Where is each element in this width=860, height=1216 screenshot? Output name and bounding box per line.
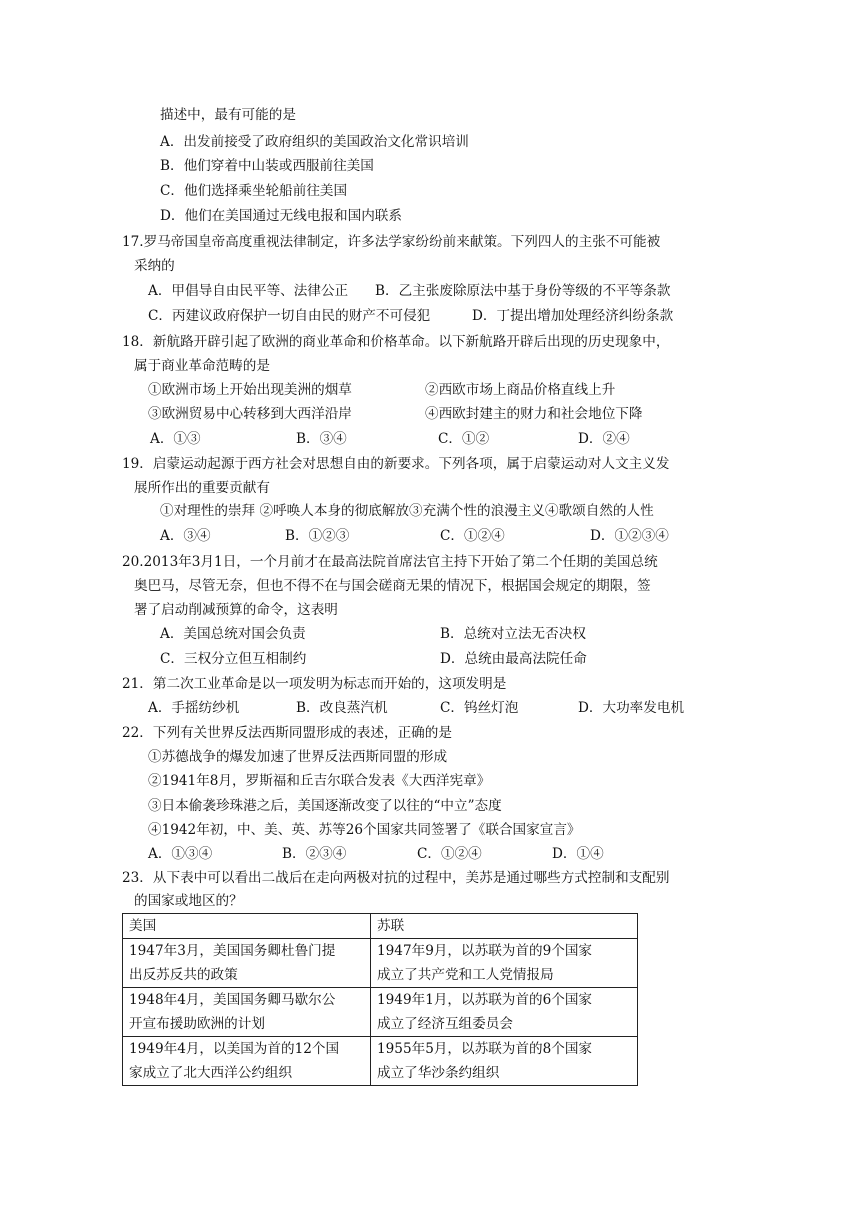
q17-stem-line1: 17.罗马帝国皇帝高度重视法律制定，许多法学家纷纷前来献策。下列四人的主张不可能被	[122, 234, 661, 250]
q22-option-a: A．①③④	[148, 846, 213, 862]
q16-option-b: B．他们穿着中山装或西服前往美国	[160, 158, 374, 174]
q19-stem-line2: 展所作出的重要贡献有	[134, 480, 270, 496]
q18-option-a: A．①③	[150, 431, 201, 447]
cell-text-line: 家成立了北大西洋公约组织	[129, 1065, 293, 1081]
q22-item-2: ②1941年8月，罗斯福和丘吉尔联合发表《大西洋宪章》	[148, 773, 491, 789]
q19-option-c: C．①②④	[440, 528, 505, 544]
q19-option-d: D．①②③④	[590, 528, 669, 544]
table-cell	[123, 1037, 371, 1086]
q21-option-c: C．钨丝灯泡	[440, 700, 519, 716]
q18-option-c: C．①②	[438, 431, 490, 447]
q16-option-c: C．他们选择乘坐轮船前往美国	[160, 183, 348, 199]
q17-option-d: D．丁提出增加处理经济纠纷条款	[472, 308, 674, 324]
q19-stem-line1: 19．启蒙运动起源于西方社会对思想自由的新要求。下列各项，属于启蒙运动对人文主义发	[122, 456, 670, 472]
q18-item-1: ①欧洲市场上开始出现美洲的烟草	[148, 382, 352, 398]
q20-stem-line1: 20.2013年3月1日，一个月前才在最高法院首席法官主持下开始了第二个任期的美国总统	[122, 554, 658, 570]
q18-option-b: B．③④	[296, 431, 347, 447]
table-header-cell: 苏联	[371, 914, 638, 939]
q18-stem-line1: 18．新航路开辟引起了欧洲的商业革命和价格革命。以下新航路开辟后出现的历史现象中，	[122, 334, 670, 350]
q18-item-2: ②西欧市场上商品价格直线上升	[425, 382, 616, 398]
cell-text-line: 1949年1月，以苏联为首的6个国家	[377, 992, 593, 1008]
q23-stem-line1: 23．从下表中可以看出二战后在走向两极对抗的过程中，美苏是通过哪些方式控制和支配别	[122, 870, 670, 886]
cell-text-line: 1955年5月，以苏联为首的8个国家	[377, 1041, 593, 1057]
q18-item-4: ④西欧封建主的财力和社会地位下降	[425, 406, 643, 422]
table-row	[123, 988, 638, 1037]
q18-item-3: ③欧洲贸易中心转移到大西洋沿岸	[148, 406, 352, 422]
cell-text-line: 成立了经济互组委员会	[377, 1016, 513, 1032]
q20-option-d: D．总统由最高法院任命	[440, 651, 587, 667]
q17-option-a: A．甲倡导自由民平等、法律公正	[148, 283, 349, 299]
table-row	[123, 1037, 638, 1086]
q23-stem-line2: 的国家或地区的？	[134, 893, 243, 909]
q20-option-c: C．三权分立但互相制约	[160, 651, 307, 667]
table-cell	[371, 939, 638, 988]
q20-option-a: A．美国总统对国会负责	[160, 626, 306, 642]
q20-option-b: B．总统对立法无否决权	[440, 626, 586, 642]
cell-text-line: 1947年9月，以苏联为首的9个国家	[377, 943, 593, 959]
table-row	[123, 939, 638, 988]
q19-items: ①对理性的崇拜 ②呼唤人本身的彻底解放③充满个性的浪漫主义④歌颂自然的人性	[160, 503, 654, 519]
q21-option-b: B．改良蒸汽机	[296, 700, 388, 716]
q22-item-1: ①苏德战争的爆发加速了世界反法西斯同盟的形成	[148, 749, 448, 765]
table-cell	[371, 1037, 638, 1086]
q16-option-d: D．他们在美国通过无线电报和国内联系	[160, 208, 402, 224]
q19-option-a: A．③④	[160, 528, 211, 544]
q22-item-3: ③日本偷袭珍珠港之后，美国逐渐改变了以往的“中立”态度	[148, 798, 502, 814]
cell-text-line: 成立了共产党和工人党情报局	[377, 967, 554, 983]
comparison-table	[122, 913, 638, 1086]
q17-stem-line2: 采纳的	[134, 258, 175, 274]
q22-stem: 22．下列有关世界反法西斯同盟形成的表述，正确的是	[122, 725, 452, 741]
cell-text-line: 出反苏反共的政策	[129, 967, 238, 983]
q22-option-d: D．①④	[552, 846, 604, 862]
q18-option-d: D．②④	[578, 431, 630, 447]
table-cell	[123, 939, 371, 988]
q21-option-d: D．大功率发电机	[578, 700, 685, 716]
table-header-cell: 美国	[123, 914, 371, 939]
q19-option-b: B．①②③	[285, 528, 350, 544]
q21-stem: 21．第二次工业革命是以一项发明为标志而开始的，这项发明是	[122, 676, 507, 692]
table-cell	[371, 988, 638, 1037]
q16-option-a: A．出发前接受了政府组织的美国政治文化常识培训	[160, 134, 469, 150]
q17-option-b: B．乙主张废除原法中基于身份等级的不平等条款	[375, 283, 671, 299]
q20-stem-line3: 署了启动削减预算的命令，这表明	[134, 602, 338, 618]
q20-stem-line2: 奥巴马，尽管无奈，但也不得不在与国会磋商无果的情况下，根据国会规定的期限，签	[134, 578, 651, 594]
q22-option-c: C．①②④	[417, 846, 482, 862]
q17-option-c: C．丙建议政府保护一切自由民的财产不可侵犯	[148, 308, 431, 324]
cell-text-line: 开宣布援助欧洲的计划	[129, 1016, 265, 1032]
cell-text-line: 成立了华沙条约组织	[377, 1065, 500, 1081]
table-cell	[123, 988, 371, 1037]
q16-stem-continued: 描述中，最有可能的是	[160, 107, 296, 123]
q22-option-b: B．②③④	[282, 846, 347, 862]
q18-stem-line2: 属于商业革命范畴的是	[134, 358, 270, 374]
q21-option-a: A．手摇纺纱机	[148, 700, 240, 716]
table-header-row	[123, 914, 638, 939]
q22-item-4: ④1942年初，中、美、英、苏等26个国家共同签署了《联合国家宣言》	[148, 822, 581, 838]
cell-text-line: 1948年4月，美国国务卿马歇尔公	[129, 992, 336, 1008]
cell-text-line: 1949年4月，以美国为首的12个国	[129, 1041, 340, 1057]
cell-text-line: 1947年3月，美国国务卿杜鲁门提	[129, 943, 336, 959]
